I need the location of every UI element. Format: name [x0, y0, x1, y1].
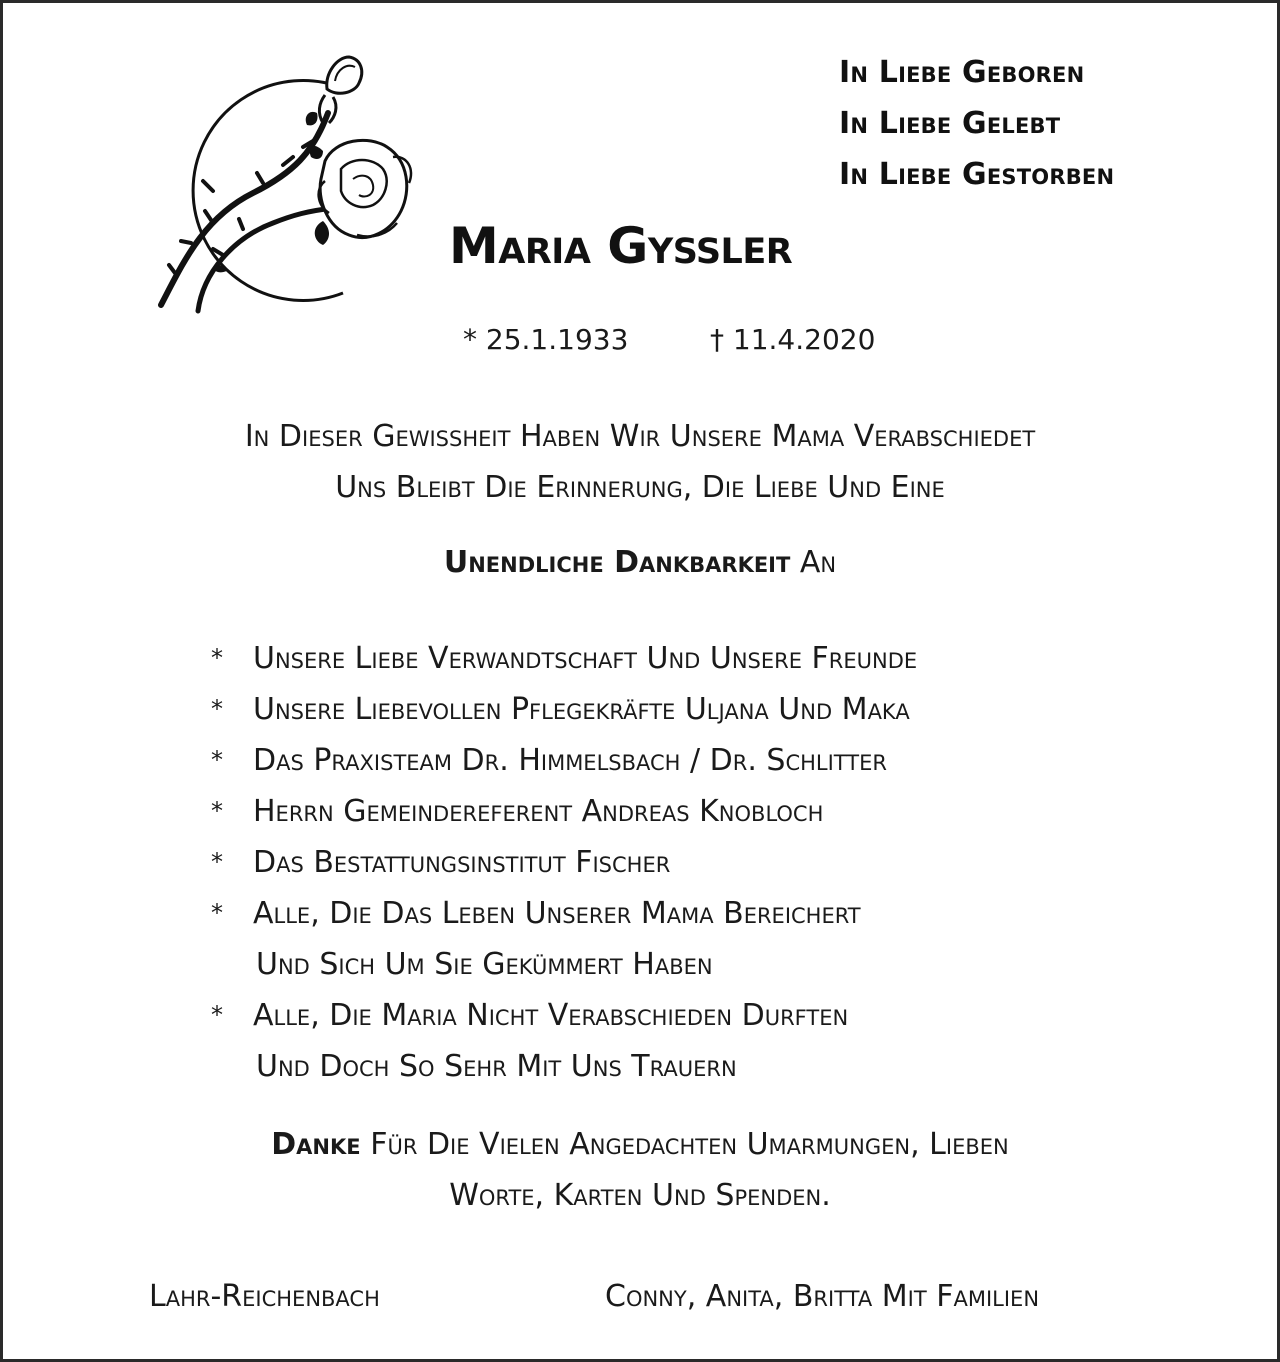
bullet-asterisk: * — [211, 899, 223, 927]
closing-bold: Danke — [271, 1127, 361, 1162]
list-item — [211, 786, 917, 837]
deceased-name: Maria Gyssler — [449, 217, 793, 275]
motto-line-1: In Liebe Geboren — [839, 55, 1085, 90]
closing-thanks — [3, 1119, 1277, 1221]
motto — [839, 47, 1114, 200]
list-item-line: Herrn Gemeindereferent Andreas Knobloch — [253, 794, 824, 829]
bullet-asterisk: * — [211, 797, 223, 825]
closing-line-1-rest: Für Die Vielen Angedachten Umarmungen, Lieben — [370, 1127, 1009, 1162]
intro-line-2: Uns Bleibt Die Erinnerung, Die Liebe Und Eine — [335, 470, 945, 505]
list-item-line-continued: Und Sich Um Sie Gekümmert Haben — [256, 947, 713, 982]
closing-line-1 — [3, 1119, 1277, 1170]
motto-line-3: In Liebe Gestorben — [839, 157, 1115, 192]
birth-date: * 25.1.1933 — [463, 323, 629, 356]
gratitude-line — [3, 537, 1277, 588]
gratitude-rest: An — [799, 545, 837, 580]
list-item-line: Unsere Liebe Verwandtschaft Und Unsere Freunde — [253, 641, 918, 676]
bullet-asterisk: * — [211, 848, 223, 876]
list-item — [211, 990, 917, 1092]
list-item — [211, 684, 917, 735]
list-item-line-continued: Und Doch So Sehr Mit Uns Trauern — [256, 1049, 737, 1084]
motto-line-2: In Liebe Gelebt — [839, 106, 1061, 141]
closing-line-2: Worte, Karten Und Spenden. — [449, 1178, 831, 1213]
list-item-line: Alle, Die Maria Nicht Verabschieden Durften — [253, 998, 849, 1033]
list-item-line: Das Praxisteam Dr. Himmelsbach / Dr. Schlitter — [253, 743, 887, 778]
list-item — [211, 633, 917, 684]
list-item-line: Unsere Liebevollen Pflegekräfte Uljana Und Maka — [253, 692, 910, 727]
list-item-line: Das Bestattungsinstitut Fischer — [253, 845, 671, 880]
list-item — [211, 888, 917, 990]
list-item-line: Alle, Die Das Leben Unserer Mama Bereichert — [253, 896, 861, 931]
bullet-asterisk: * — [211, 644, 223, 672]
list-item — [211, 735, 917, 786]
thanks-list — [211, 633, 917, 1092]
place: Lahr-Reichenbach — [149, 1279, 380, 1314]
intro-line-1: In Dieser Gewissheit Haben Wir Unsere Mama Verabschiedet — [244, 419, 1036, 454]
bullet-asterisk: * — [211, 695, 223, 723]
rose-circle-icon — [143, 43, 423, 323]
death-date: † 11.4.2020 — [710, 323, 876, 356]
list-item — [211, 837, 917, 888]
signers: Conny, Anita, Britta Mit Familien — [605, 1279, 1040, 1314]
bullet-asterisk: * — [211, 746, 223, 774]
bullet-asterisk: * — [211, 1001, 223, 1029]
intro-text — [3, 411, 1277, 513]
gratitude-bold: Unendliche Dankbarkeit — [443, 545, 791, 580]
